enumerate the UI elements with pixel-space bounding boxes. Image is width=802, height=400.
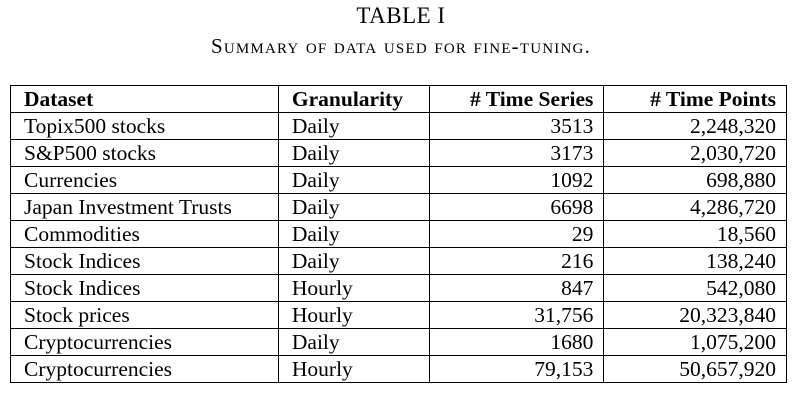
cell-time-points: 138,240 <box>604 248 787 275</box>
header-time-series: # Time Series <box>429 86 604 113</box>
cell-time-series: 1680 <box>429 329 604 356</box>
cell-dataset: Stock Indices <box>11 275 279 302</box>
table-row <box>11 167 787 194</box>
cell-time-points: 698,880 <box>604 167 787 194</box>
header-time-points: # Time Points <box>604 86 787 113</box>
cell-granularity: Daily <box>278 329 429 356</box>
header-dataset: Dataset <box>11 86 279 113</box>
cell-time-series: 6698 <box>429 194 604 221</box>
table-row <box>11 248 787 275</box>
cell-time-series: 3513 <box>429 113 604 140</box>
cell-dataset: Currencies <box>11 167 279 194</box>
cell-time-points: 18,560 <box>604 221 787 248</box>
cell-dataset: Stock prices <box>11 302 279 329</box>
cell-dataset: Topix500 stocks <box>11 113 279 140</box>
cell-granularity: Daily <box>278 194 429 221</box>
header-granularity: Granularity <box>278 86 429 113</box>
cell-time-series: 847 <box>429 275 604 302</box>
cell-time-points: 2,030,720 <box>604 140 787 167</box>
table-title: Summary of data used for fine-tuning. <box>210 34 592 58</box>
table-row <box>11 356 787 383</box>
cell-dataset: S&P500 stocks <box>11 140 279 167</box>
cell-time-points: 542,080 <box>604 275 787 302</box>
table-row <box>11 194 787 221</box>
table-label: TABLE I <box>356 3 446 28</box>
table-row <box>11 113 787 140</box>
cell-dataset: Stock Indices <box>11 248 279 275</box>
table-row <box>11 221 787 248</box>
table-row <box>11 302 787 329</box>
cell-time-points: 1,075,200 <box>604 329 787 356</box>
table-header-row <box>11 86 787 113</box>
cell-time-points: 50,657,920 <box>604 356 787 383</box>
table-row <box>11 329 787 356</box>
cell-time-series: 216 <box>429 248 604 275</box>
cell-time-series: 31,756 <box>429 302 604 329</box>
cell-granularity: Hourly <box>278 302 429 329</box>
table-row <box>11 140 787 167</box>
table-row <box>11 275 787 302</box>
cell-time-points: 4,286,720 <box>604 194 787 221</box>
cell-granularity: Daily <box>278 248 429 275</box>
cell-time-series: 3173 <box>429 140 604 167</box>
cell-time-points: 2,248,320 <box>604 113 787 140</box>
cell-granularity: Daily <box>278 167 429 194</box>
cell-granularity: Hourly <box>278 356 429 383</box>
cell-granularity: Daily <box>278 221 429 248</box>
cell-granularity: Hourly <box>278 275 429 302</box>
cell-dataset: Commodities <box>11 221 279 248</box>
data-summary-table <box>10 85 787 383</box>
cell-time-series: 1092 <box>429 167 604 194</box>
cell-dataset: Cryptocurrencies <box>11 356 279 383</box>
cell-time-series: 29 <box>429 221 604 248</box>
cell-granularity: Daily <box>278 140 429 167</box>
cell-time-points: 20,323,840 <box>604 302 787 329</box>
cell-time-series: 79,153 <box>429 356 604 383</box>
cell-granularity: Daily <box>278 113 429 140</box>
cell-dataset: Cryptocurrencies <box>11 329 279 356</box>
cell-dataset: Japan Investment Trusts <box>11 194 279 221</box>
